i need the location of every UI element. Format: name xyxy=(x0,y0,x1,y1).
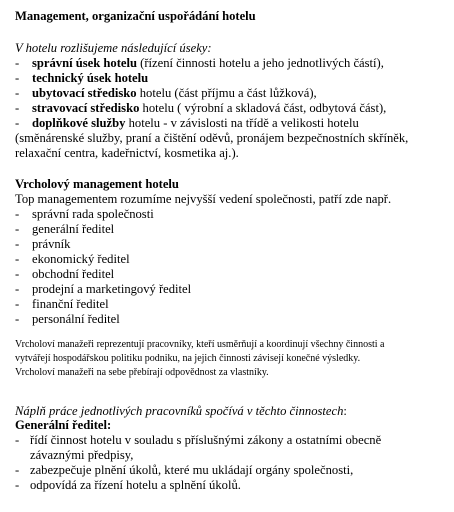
duties-intro: Náplň práce jednotlivých pracovníků spočívá v těchto činnostech: xyxy=(15,404,347,418)
sections-intro: V hotelu rozlišujeme následující úseky: xyxy=(15,41,212,55)
list-item: - finanční ředitel xyxy=(15,297,109,311)
list-item: - ubytovací středisko hotelu (část příjmu a část lůžková), xyxy=(15,86,317,100)
list-item: - řídí činnost hotelu v souladu s příslušnými zákony a ostatními obecně xyxy=(15,433,382,447)
list-item: - generální ředitel xyxy=(15,222,115,236)
list-item: - správní rada společnosti xyxy=(15,207,154,221)
note-line: Vrcholoví manažeři na sebe přebírají odpovědnost za vlastníky. xyxy=(15,367,269,378)
list-item: - právník xyxy=(15,237,71,251)
services-continuation: (směnárenské služby, praní a čištění oděvů, pronájem bezpečnostních skříněk, xyxy=(15,131,409,145)
general-manager-heading: Generální ředitel: xyxy=(15,418,112,432)
top-management-intro: Top managementem rozumíme nejvyšší vedení společnosti, patří zde např. xyxy=(15,192,392,206)
page-title: Management, organizační uspořádání hotelu xyxy=(15,9,256,23)
list-item: - doplňkové služby hotelu - v závislosti na třídě a velikosti hotelu xyxy=(15,116,359,130)
list-item: - prodejní a marketingový ředitel xyxy=(15,282,192,296)
list-item-continuation: závaznými předpisy, xyxy=(30,448,134,462)
note-line: vytvářejí hospodářskou politiku podniku, na jejich činnosti závisejí konečné výsledky. xyxy=(15,353,361,364)
list-item: - stravovací středisko hotelu ( výrobní a skladová část, odbytová část), xyxy=(15,101,387,115)
note-line: Vrcholoví manažeři reprezentují pracovníky, kteří usměrňují a koordinují všechny činnosti a xyxy=(15,339,385,350)
list-item: - technický úsek hotelu xyxy=(15,71,149,85)
list-item: - správní úsek hotelu (řízení činnosti hotelu a jeho jednotlivých částí), xyxy=(15,56,384,70)
list-item: - ekonomický ředitel xyxy=(15,252,130,266)
list-item: - odpovídá za řízení hotelu a splnění úkolů. xyxy=(15,478,241,492)
top-management-heading: Vrcholový management hotelu xyxy=(15,177,179,191)
services-continuation: relaxační centra, kadeřnictví, kosmetika aj.). xyxy=(15,146,239,160)
list-item: - personální ředitel xyxy=(15,312,120,326)
list-item: - obchodní ředitel xyxy=(15,267,115,281)
list-item: - zabezpečuje plnění úkolů, které mu ukládají orgány společnosti, xyxy=(15,463,354,477)
